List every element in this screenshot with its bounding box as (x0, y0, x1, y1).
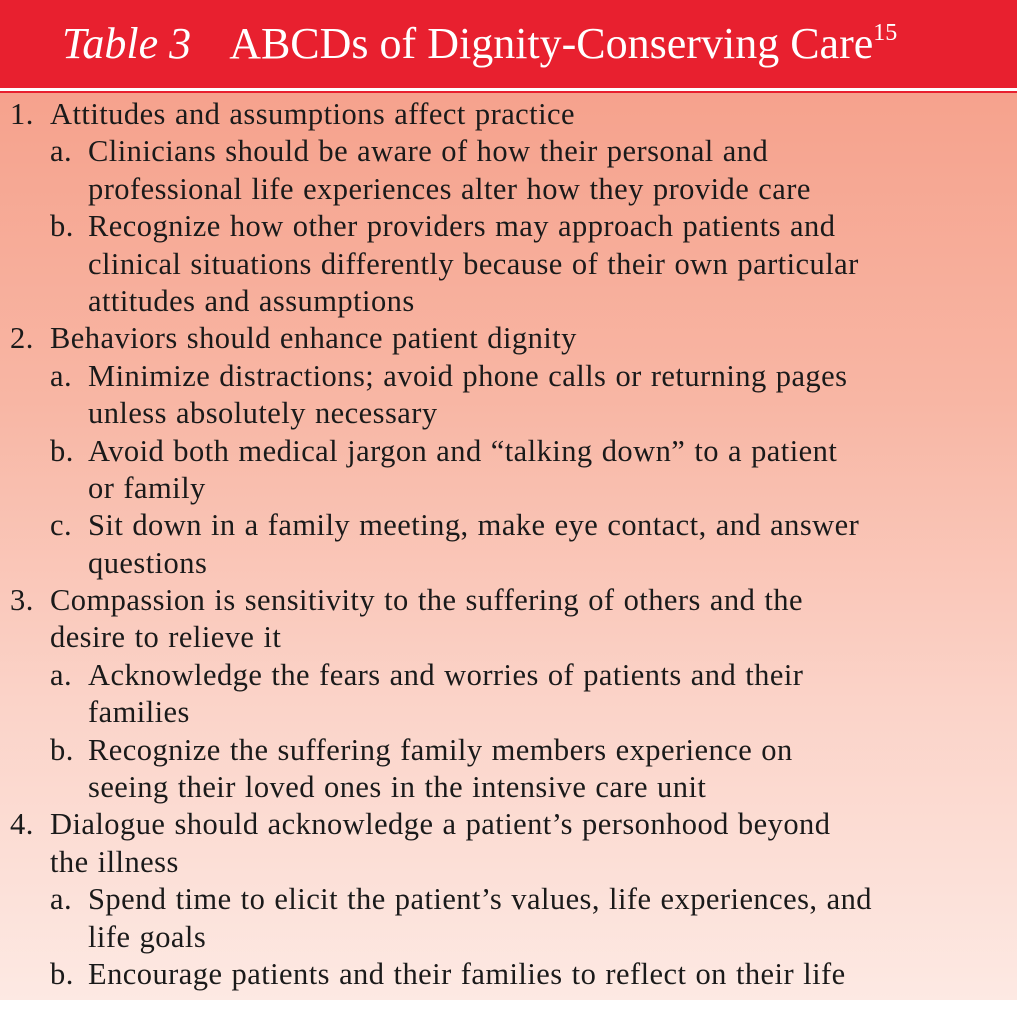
list-item-line (0, 246, 1017, 283)
section-heading-line (0, 320, 1017, 357)
list-item-text: Encourage patients and their families to reflect on their life (88, 956, 846, 991)
list-item-text: professional life experiences alter how they provide care (88, 171, 811, 206)
section-number: 1. (10, 97, 34, 131)
section-heading-text: Compassion is sensitivity to the suffering of others and the (50, 583, 803, 618)
citation-superscript: 15 (873, 20, 898, 46)
item-letter: a. (50, 358, 73, 393)
list-item-line (0, 545, 1017, 582)
list-item-line (0, 208, 1017, 245)
list-item-text: Recognize how other providers may approach patients and (88, 209, 836, 244)
table-header (0, 0, 1017, 88)
list-item-text: Minimize distractions; avoid phone calls or returning pages (88, 358, 848, 393)
table-body (0, 96, 1017, 993)
list-item-text: unless absolutely necessary (88, 396, 438, 431)
list-item-line (0, 507, 1017, 544)
list-item-line (0, 881, 1017, 918)
section-number: 3. (10, 583, 34, 618)
section-heading-text: the illness (50, 844, 179, 879)
list-item-line (0, 283, 1017, 320)
table-label: Table 3 (62, 19, 192, 68)
item-letter: a. (50, 657, 73, 692)
list-item-text: Sit down in a family meeting, make eye contact, and answer (88, 508, 860, 543)
list-item-line (0, 358, 1017, 395)
section-heading-text: Attitudes and assumptions affect practice (50, 97, 575, 131)
list-item-text: Recognize the suffering family members experience on (88, 732, 793, 767)
section-heading-line (0, 844, 1017, 881)
section-heading-text: desire to relieve it (50, 620, 282, 655)
list-item-text: attitudes and assumptions (88, 283, 415, 318)
list-item-line (0, 470, 1017, 507)
section-heading-line (0, 582, 1017, 619)
item-letter: a. (50, 134, 73, 169)
list-item-line (0, 171, 1017, 208)
list-item-text: clinical situations differently because of their own particular (88, 246, 859, 281)
list-item-text: questions (88, 545, 208, 580)
list-item-text: Spend time to elicit the patient’s values, life experiences, and (88, 882, 872, 917)
section-heading-line (0, 96, 1017, 133)
section-heading-line (0, 619, 1017, 656)
list-item-line (0, 395, 1017, 432)
list-item-text: or family (88, 470, 206, 505)
list-item-text: Clinicians should be aware of how their personal and (88, 134, 769, 169)
list-item-line (0, 919, 1017, 956)
item-letter: b. (50, 732, 74, 767)
list-item-text: families (88, 695, 190, 730)
list-item-text: Avoid both medical jargon and “talking down” to a patient (88, 433, 838, 468)
section-heading-text: Dialogue should acknowledge a patient’s personhood beyond (50, 807, 831, 842)
list-item-line (0, 657, 1017, 694)
section-heading-text: Behaviors should enhance patient dignity (50, 321, 577, 356)
header-divider-red (0, 91, 1017, 93)
section-number: 4. (10, 807, 34, 842)
item-letter: b. (50, 956, 74, 991)
section-number: 2. (10, 321, 34, 356)
item-letter: c. (50, 508, 73, 543)
list-item-line (0, 133, 1017, 170)
list-item-line (0, 956, 1017, 993)
list-item-line (0, 694, 1017, 731)
item-letter: b. (50, 209, 74, 244)
list-item-line (0, 769, 1017, 806)
list-item-text: Acknowledge the fears and worries of patients and their (88, 657, 804, 692)
item-letter: a. (50, 882, 73, 917)
item-letter: b. (50, 433, 74, 468)
list-item-text: life goals (88, 919, 207, 954)
list-item-line (0, 732, 1017, 769)
section-heading-line (0, 806, 1017, 843)
list-item-text: seeing their loved ones in the intensive care unit (88, 770, 707, 805)
table-title: ABCDs of Dignity-Conserving Care (229, 19, 874, 68)
list-item-line (0, 433, 1017, 470)
